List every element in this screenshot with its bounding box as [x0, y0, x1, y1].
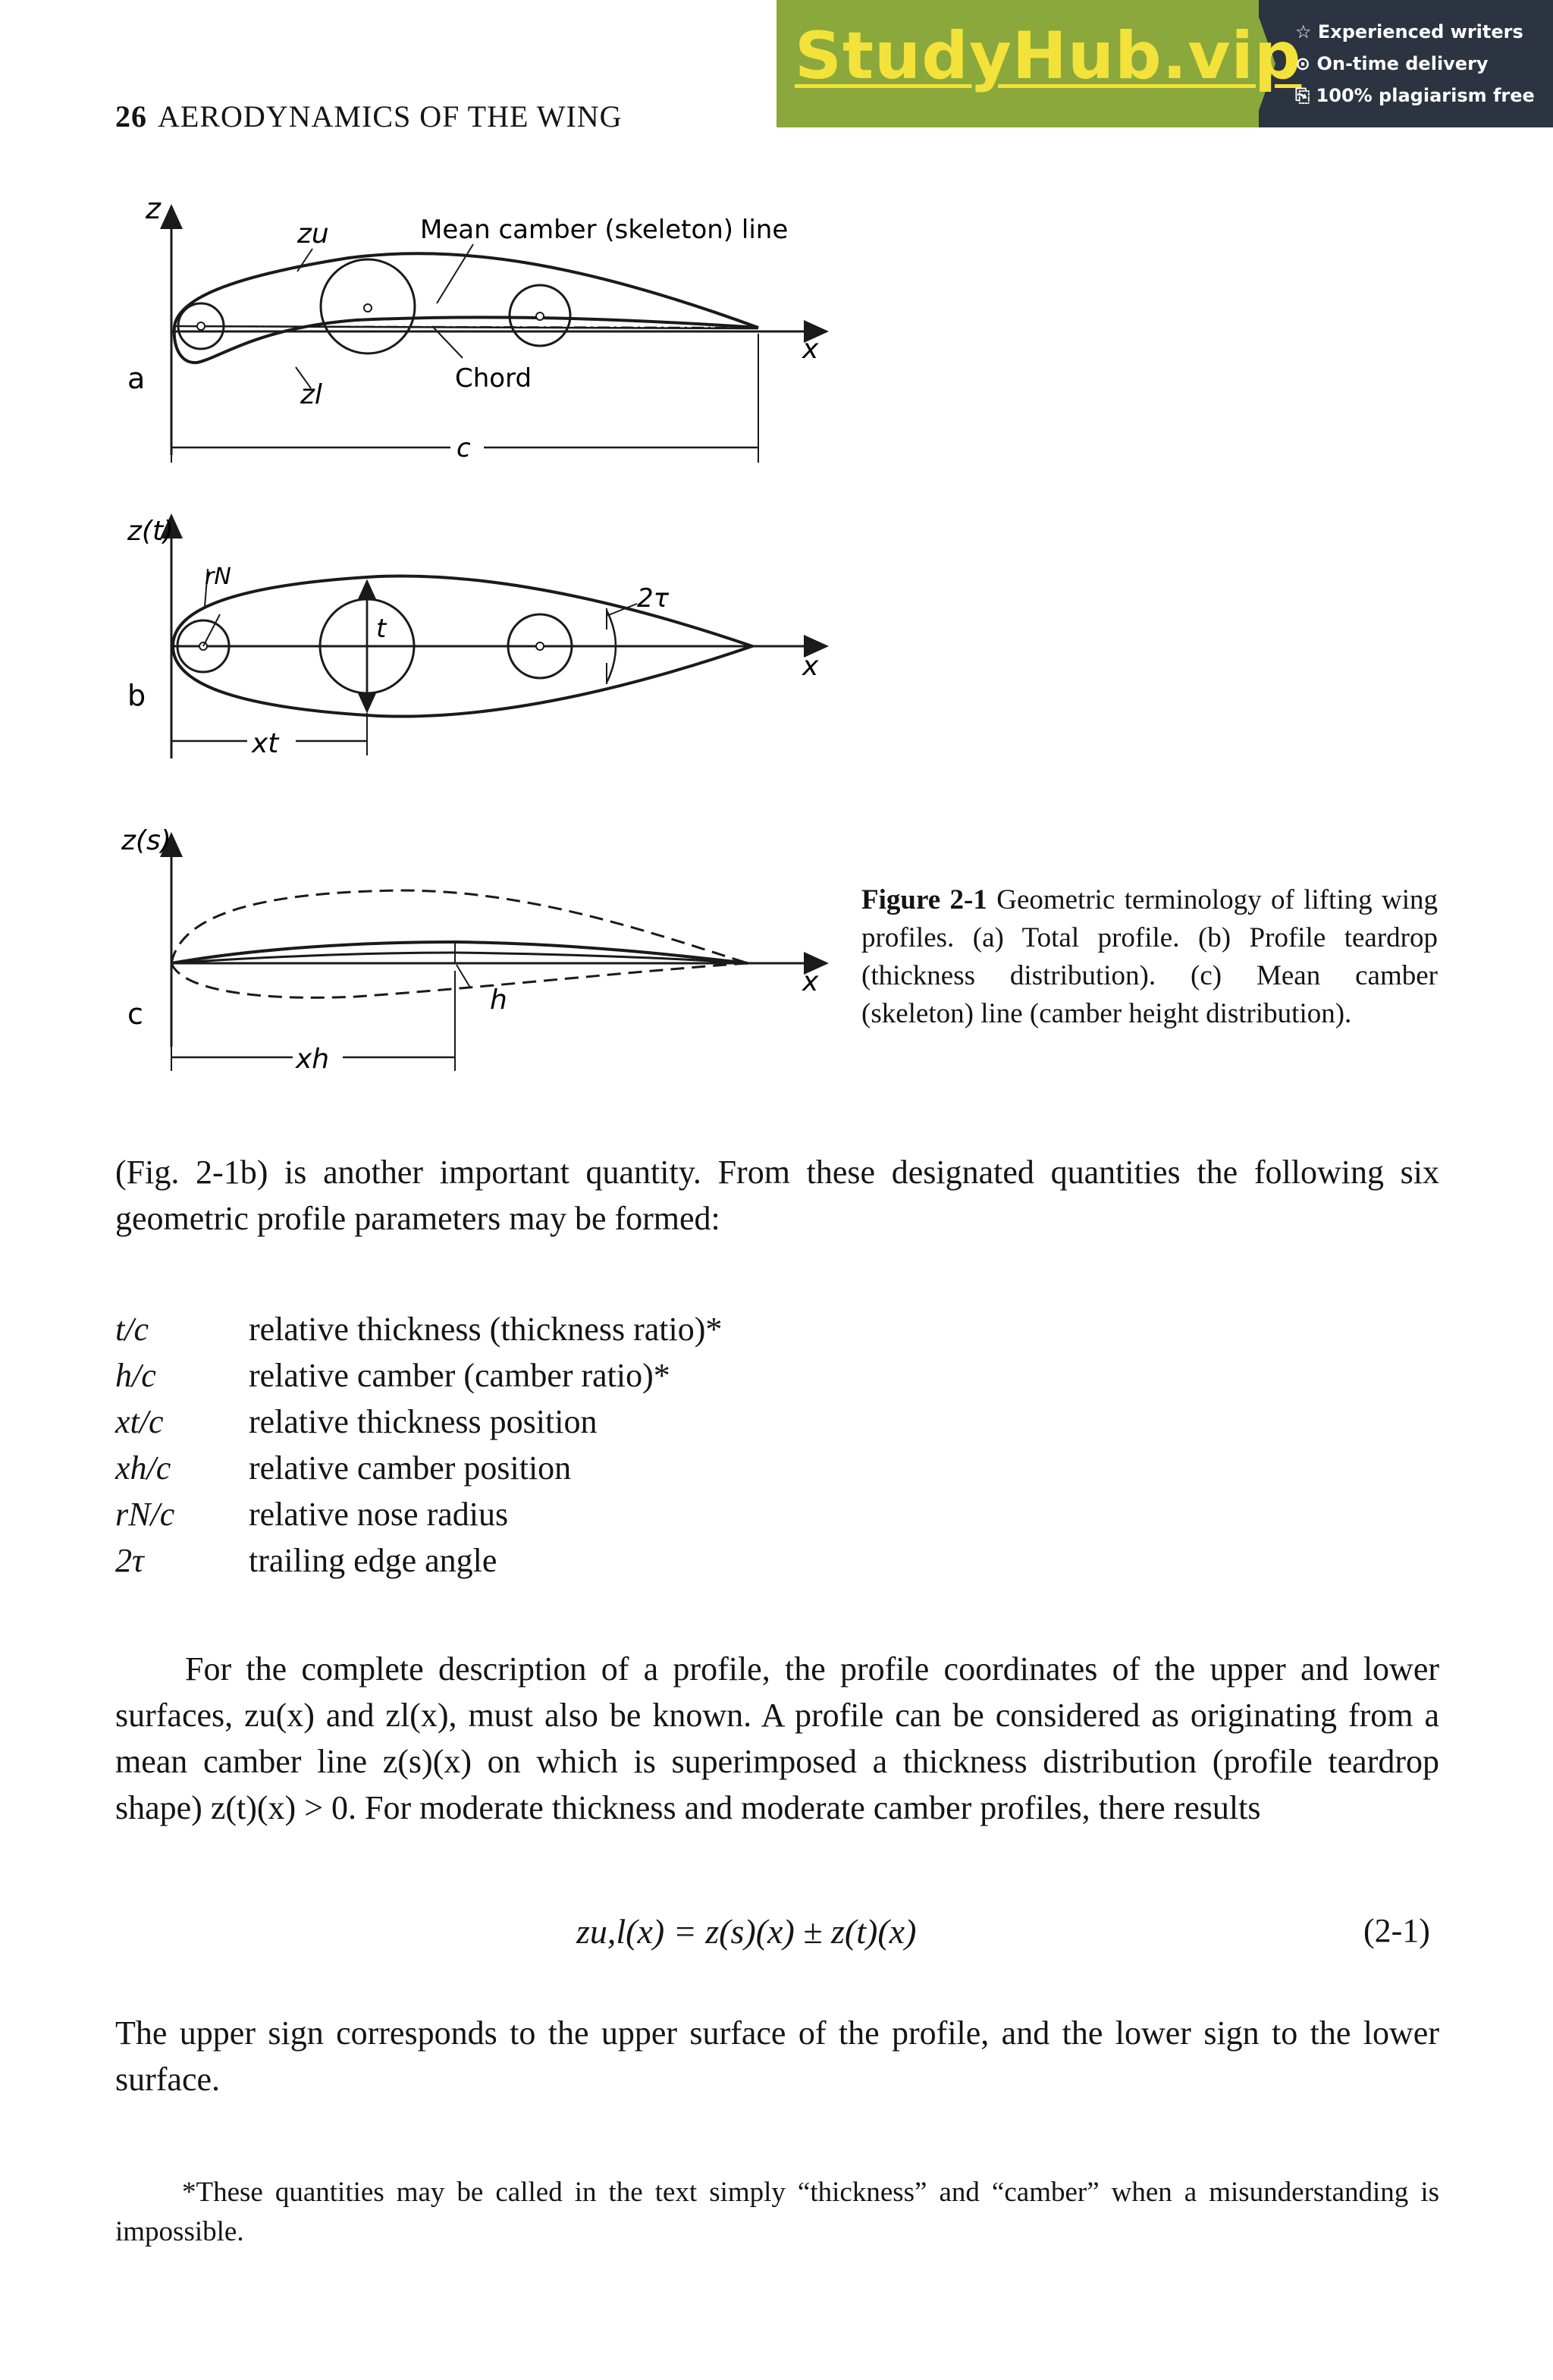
param-description: relative thickness (thickness ratio)*: [249, 1311, 723, 1348]
label-chord: Chord: [455, 363, 532, 394]
feature-on-time-delivery: ⊙ On-time delivery: [1295, 53, 1489, 74]
paragraph-intro: (Fig. 2-1b) is another important quantity. From these designated quantities the following six geometric profile parameters may be formed:: [115, 1154, 1439, 1237]
list-item: [115, 1306, 1101, 1352]
panel-a: [127, 192, 827, 463]
axis-label-z-t: z(t): [127, 516, 174, 547]
label-t: t: [376, 614, 387, 644]
parameter-list: [115, 1306, 1101, 1584]
brand-logo-link[interactable]: StudyHub.vip: [795, 18, 1302, 94]
label-h: h: [490, 984, 507, 1016]
param-description: relative camber position: [249, 1449, 572, 1487]
paragraph-sign-convention: The upper sign corresponds to the upper surface of the profile, and the lower sign to the lower surface.: [115, 2014, 1439, 2098]
param-symbol: 2τ: [115, 1542, 144, 1579]
panel-letter-a: a: [127, 362, 146, 395]
label-mean-camber-line: Mean camber (skeleton) line: [420, 215, 789, 245]
label-zu: zu: [297, 218, 329, 250]
param-symbol: h/c: [115, 1357, 156, 1394]
axis-label-x-b: x: [802, 651, 819, 682]
param-symbol: rN/c: [115, 1496, 175, 1533]
panel-b: [127, 516, 827, 759]
param-description: trailing edge angle: [249, 1542, 497, 1579]
list-item: [115, 1537, 1101, 1584]
label-xh: xh: [296, 1044, 330, 1075]
figure-caption: [861, 881, 1438, 1033]
label-2tau: 2τ: [637, 583, 670, 614]
axis-label-x-c: x: [802, 966, 819, 997]
airfoil-diagram: [106, 182, 864, 1107]
label-zl: zl: [300, 379, 322, 410]
paragraph-profile-description: For the complete description of a profile, the profile coordinates of the upper and lower surfaces, zu(x) and zl(x), must also be known. A profile can be considered as originating from a mean camber line z(s)(x) on which is superimposed a thickness distribution (profile teardrop shape) z(t)(x) > 0. For moderate thickness and moderate camber profiles, there results: [115, 1650, 1439, 1826]
panel-letter-b: b: [127, 679, 146, 712]
list-item: [115, 1352, 1101, 1399]
feature-experienced-writers: ☆ Experienced writers: [1295, 21, 1523, 42]
axis-label-z-a: z: [146, 192, 161, 225]
equation-2-1: zu,l(x) = z(s)(x) ± z(t)(x): [576, 1912, 917, 1951]
footnote: [115, 2173, 1439, 2252]
param-symbol: t/c: [115, 1311, 149, 1348]
label-c: c: [456, 433, 471, 463]
list-item: [115, 1491, 1101, 1537]
param-description: relative camber (camber ratio)*: [249, 1357, 670, 1394]
axis-label-z-s: z(s): [121, 825, 171, 856]
caption-label: Figure 2-1: [861, 884, 987, 915]
panel-c: [121, 825, 827, 1075]
footnote-text: *These quantities may be called in the text simply “thickness” and “camber” when a misunderstanding is impossible.: [115, 2177, 1439, 2247]
airfoil-outline-a: [174, 253, 758, 363]
feature-plagiarism-free: ⎘ 100% plagiarism free: [1295, 85, 1535, 106]
param-symbol: xt/c: [115, 1403, 164, 1440]
param-description: relative nose radius: [249, 1496, 509, 1533]
panel-letter-c: c: [127, 997, 143, 1031]
running-title: AERODYNAMICS OF THE WING: [158, 99, 623, 133]
param-description: relative thickness position: [249, 1403, 598, 1440]
caption-text: Geometric terminology of lifting wing profiles. (a) Total profile. (b) Profile teardrop (thickness distribution). (c) Mean camber (skeleton) line (camber height distribution).: [861, 884, 1438, 1029]
axis-label-x-a: x: [802, 334, 819, 365]
running-head: [115, 99, 623, 134]
equation-number: (2-1): [1363, 1912, 1430, 1949]
list-item: [115, 1445, 1101, 1491]
label-xt: xt: [252, 728, 279, 759]
page-number: 26: [115, 99, 147, 133]
param-symbol: xh/c: [115, 1449, 171, 1487]
label-rN: rN: [205, 564, 231, 590]
chord-line-a: [174, 326, 758, 328]
list-item: [115, 1399, 1101, 1445]
figure-2-1: [106, 182, 864, 1107]
ad-banner[interactable]: [776, 0, 1553, 127]
